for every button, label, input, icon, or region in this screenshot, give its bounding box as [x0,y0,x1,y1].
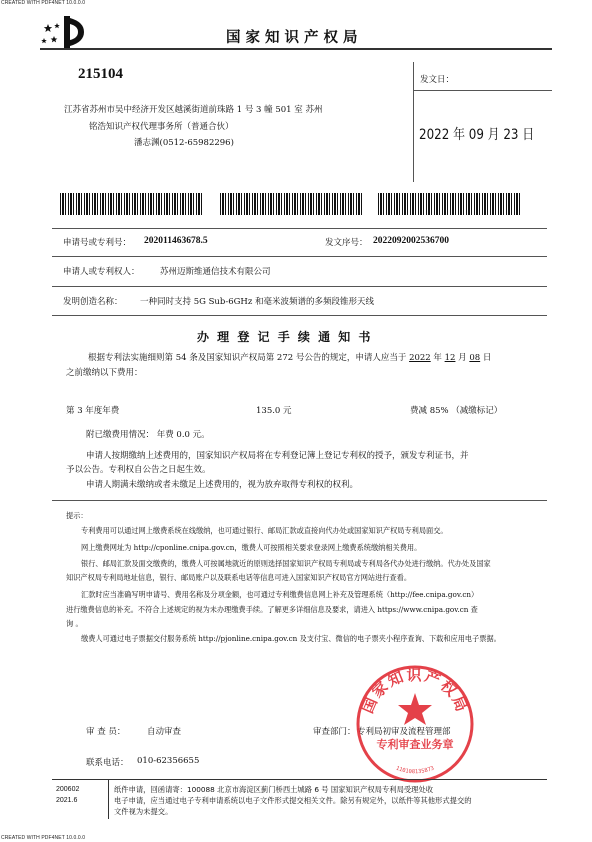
form-version: 2021.6 [56,797,78,804]
tip-4c: 询 。 [66,619,83,628]
app-no: 202011463678.5 [144,236,208,246]
tip-5: 缴费人可通过电子票据交付服务系统 http://pjonline.cnipa.gov.cn 及支付宝、微信的电子票夹小程序查询、下载和应用电子票据。 [81,634,501,643]
notice-para3: 申请人期满未缴纳或者未缴足上述费用的，视为放弃取得专利权的权利。 [86,480,359,490]
notice-title: 办 理 登 记 手 续 通 知 书 [197,330,373,344]
invention-title: 一种同时支持 5G Sub-6GHz 和毫米波频谱的多频段锥形天线 [140,297,375,307]
office-title: 国家知识产权局 [226,30,363,46]
app-no-label: 申请号或专利号： [63,238,132,248]
notice-para2-cont: 予以公告。专利权自公告之日起生效。 [66,465,211,475]
applicant-label: 申请人或专利权人： [63,267,140,277]
seal-top-text: 国家知识产权局 [358,666,472,716]
phone: 010-62356655 [137,756,200,766]
recipient-address-line1: 江苏省苏州市吴中经济开发区越溪街道前珠路 1 号 3 幢 501 室 苏州 [64,105,323,115]
barcode-middle [220,193,362,215]
fee-amount: 135.0 元 [256,406,292,416]
recipient-contact: 潘志渊(0512-65982296) [134,138,234,148]
form-code: 200602 [56,786,80,793]
svg-text:110108135873 [395,766,435,776]
cnipa-logo-icon [40,14,88,50]
serial-label: 发文序号： [325,238,368,248]
notice-para1: 根据专利法实施细则第 54 条及国家知识产权局第 272 号公告的规定，申请人应当于 2022 年 12 月 08 日 [88,353,492,363]
official-seal-icon [354,663,476,785]
barcode-left [60,193,202,215]
tips-label: 提示： [66,511,88,520]
notice-para2: 申请人按期缴纳上述费用的，国家知识产权局将在专利登记簿上登记专利权的授予，颁发专利证书，并 [86,451,469,461]
seal-number: 110108135873 [394,765,436,776]
tip-3a: 银行、邮局汇款及面交缴费的，缴费人可按属地就近的原则选择国家知识产权局专利局或专利局各代办处进行缴纳。代办处及国家 [81,559,491,568]
phone-label: 联系电话： [86,758,129,768]
examiner-value: 自动审查 [147,727,182,737]
department-label: 审查部门： [313,727,356,737]
examiner-label: 审 查 员： [86,727,126,737]
applicant: 苏州迈斯维通信技术有限公司 [160,267,271,277]
tip-4b: 进行缴费信息的补充。不符合上述规定的视为未办理缴费手续。了解更多详细信息及要求，请进入 https://www.cnipa.gov.cn 查 [66,605,478,614]
tip-2: 网上缴费网址为 http://cponline.cnipa.gov.cn，缴费人可按照相关要求登录网上缴费系统缴纳相关费用。 [81,543,422,552]
issue-date: 2022 年 09 月 23 日 [419,127,535,143]
deadline-month: 12 [444,353,456,363]
attached-paid-fees: 附已缴费用情况： 年费 0.0 元。 [86,430,210,440]
recipient-address-line2: 铭浩知识产权代理事务所（普通合伙） [89,122,234,132]
notice-para1-cont: 之前缴纳以下费用： [66,368,143,378]
tip-4a: 汇款时应当准确写明申请号、费用名称及分项金额，也可通过专利缴费信息网上补充及管理系统（http://fee.cnipa.gov.cn） [81,590,479,599]
footer-line1: 纸件申请，回函请寄：100088 北京市海淀区蓟门桥西土城路 6 号 国家知识产权局专利局受理处收 [114,785,434,794]
footer-line2: 电子申请，应当通过电子专利申请系统以电子文件形式提交相关文件。除另有规定外，以纸件等其他形式提交的 [114,796,472,805]
fee-reduction: 费减 85% （减缴标记） [410,406,503,416]
deadline-year: 2022 [409,353,431,363]
issue-date-label: 发文日： [420,75,455,85]
department: 专利局初审及流程管理部 [357,727,451,737]
tip-3b: 知识产权局专利局地址信息，银行、邮局账户以及联系电话等信息可进入国家知识产权局官方网站进行查看。 [66,573,412,582]
footer-line3: 文件视为未提交。 [114,807,173,816]
seal-bottom-text: 专利审查业务章 [376,738,454,751]
deadline-day: 08 [469,353,481,363]
barcode-right [378,193,520,215]
postcode: 215104 [78,66,123,82]
fee-item: 第 3 年度年费 [66,406,120,416]
serial-number: 2022092002536700 [373,236,449,246]
invention-label: 发明创造名称： [63,297,123,307]
watermark-bottom: CREATED WITH PDF4NET 10.0.0.0 [1,835,86,841]
watermark-top: CREATED WITH PDF4NET 10.0.0.0 [1,0,86,6]
tip-1: 专利费用可以通过网上缴费系统在线缴纳，也可通过银行、邮局汇款或直接向代办处或国家知识产权局专利局面交。 [81,526,448,535]
